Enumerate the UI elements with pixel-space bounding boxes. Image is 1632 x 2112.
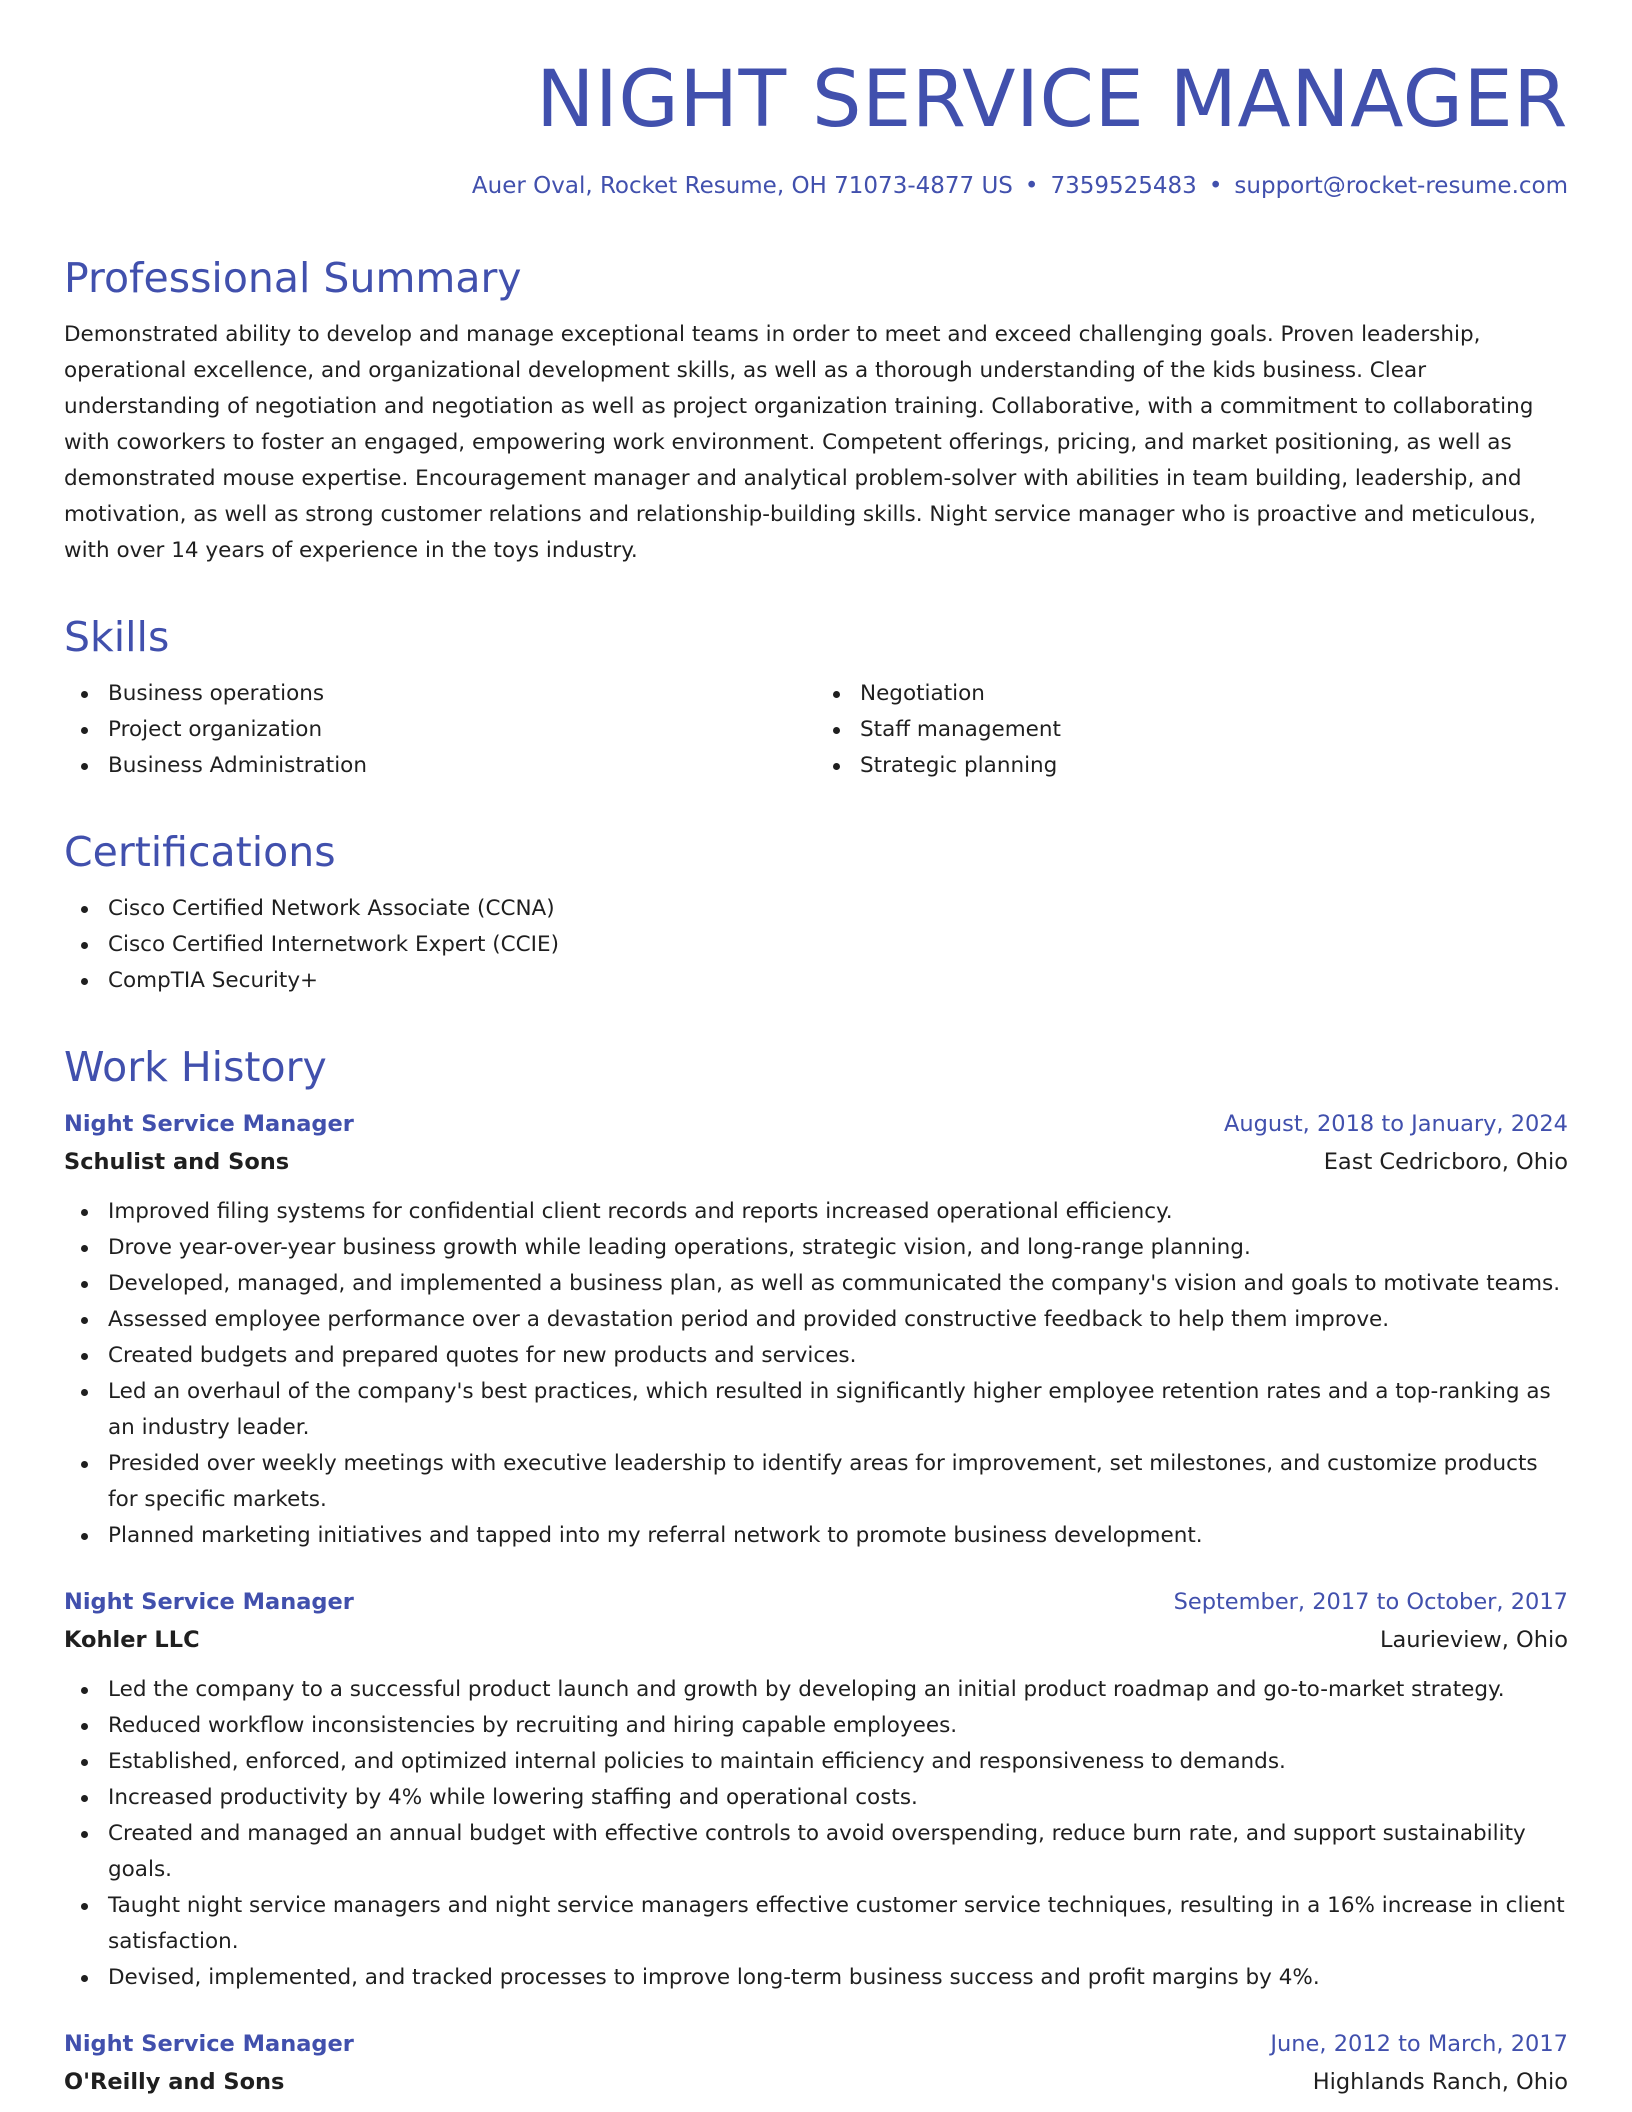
skill-item: Staff management bbox=[816, 712, 1568, 748]
job-company: Kohler LLC bbox=[64, 1627, 200, 1654]
skill-item: Negotiation bbox=[816, 676, 1568, 712]
job-bullet: Led the company to a successful product launch and growth by developing an initial product roadmap and go-to-market strategy. bbox=[64, 1672, 1568, 1708]
skill-item: Business Administration bbox=[64, 748, 816, 784]
job-bullet: Planned marketing initiatives and tapped into my referral network to promote business development. bbox=[64, 1518, 1568, 1554]
skills-column-left bbox=[64, 676, 816, 784]
job-bullet: Reduced workflow inconsistencies by recruiting and hiring capable employees. bbox=[64, 1708, 1568, 1744]
summary-text: Demonstrated ability to develop and manage exceptional teams in order to meet and exceed challenging goals. Proven leadership, operational excellence, and organizational development skills, as well as a thorough understanding of the kids business. Clear understanding of negotiation and negotiation as well as project organization training. Collaborative, with a commitment to collaborating with coworkers to foster an engaged, empowering work environment. Competent offerings, pricing, and market positioning, as well as demonstrated mouse expertise. Encouragement manager and analytical problem-solver with abilities in team building, leadership, and motivation, as well as strong customer relations and relationship-building skills. Night service manager who is proactive and meticulous, with over 14 years of experience in the toys industry. bbox=[64, 321, 1536, 563]
job-location: Laurieview, Ohio bbox=[1379, 1627, 1568, 1654]
contact-address: Auer Oval, Rocket Resume, OH 71073-4877 US bbox=[471, 172, 1013, 199]
skill-item: Business operations bbox=[64, 676, 816, 712]
contact-separator: • bbox=[1024, 172, 1039, 199]
job-subheader bbox=[64, 2062, 1568, 2102]
job-bullet: Led an overhaul of the company's best practices, which resulted in significantly higher employee retention rates and a top-ranking as an industry leader. bbox=[64, 1374, 1568, 1446]
job-bullet: Presided over weekly meetings with executive leadership to identify areas for improvement, set milestones, and customize products for specific markets. bbox=[64, 1446, 1568, 1518]
certification-item: CompTIA Security+ bbox=[64, 963, 1568, 999]
contact-email[interactable]: support@rocket-resume.com bbox=[1234, 172, 1568, 199]
work-history-heading: Work History bbox=[64, 1043, 327, 1092]
job-bullet: Created budgets and prepared quotes for new products and services. bbox=[64, 1338, 1568, 1374]
job-company: O'Reilly and Sons bbox=[64, 2069, 285, 2096]
job-title: Night Service Manager bbox=[64, 2031, 354, 2058]
job-dates: August, 2018 to January, 2024 bbox=[1223, 1111, 1568, 1138]
job-company: Schulist and Sons bbox=[64, 1149, 290, 1176]
job-dates: June, 2012 to March, 2017 bbox=[1270, 2031, 1568, 2058]
job-bullet: Taught night service managers and night service managers effective customer service techniques, resulting in a 16% increase in client satisfaction. bbox=[64, 1888, 1568, 1960]
job-bullet: Developed, managed, and implemented a business plan, as well as communicated the company's vision and goals to motivate teams. bbox=[64, 1266, 1568, 1302]
skills-list bbox=[64, 676, 1568, 784]
job-bullet: Assessed employee performance over a devastation period and provided constructive feedback to help them improve. bbox=[64, 1302, 1568, 1338]
job-location: Highlands Ranch, Ohio bbox=[1312, 2069, 1568, 2096]
contact-separator: • bbox=[1208, 172, 1223, 199]
job-header bbox=[64, 1106, 1568, 1142]
job-bullet: Established, enforced, and optimized internal policies to maintain efficiency and responsiveness to demands. bbox=[64, 1744, 1568, 1780]
job-bullet: Created and managed an annual budget with effective controls to avoid overspending, reduce burn rate, and support sustainability goals. bbox=[64, 1816, 1568, 1888]
certification-item: Cisco Certified Network Associate (CCNA) bbox=[64, 891, 1568, 927]
skills-heading: Skills bbox=[64, 612, 170, 661]
job-header bbox=[64, 1584, 1568, 1620]
skills-column-right bbox=[816, 676, 1568, 784]
certification-item: Cisco Certified Internetwork Expert (CCIE) bbox=[64, 927, 1568, 963]
job-subheader bbox=[64, 1620, 1568, 1660]
job-bullets bbox=[64, 1672, 1568, 1996]
job-title: Night Service Manager bbox=[64, 1589, 354, 1616]
certifications-heading: Certifications bbox=[64, 828, 336, 877]
job-bullet: Drove year-over-year business growth while leading operations, strategic vision, and long-range planning. bbox=[64, 1230, 1568, 1266]
contact-line bbox=[64, 172, 1568, 202]
job-header bbox=[64, 2026, 1568, 2062]
job-entry bbox=[64, 1584, 1568, 1996]
job-subheader bbox=[64, 1142, 1568, 1182]
candidate-title: NIGHT SERVICE MANAGER bbox=[536, 55, 1568, 145]
job-bullet: Improved filing systems for confidential client records and reports increased operational efficiency. bbox=[64, 1194, 1568, 1230]
skill-item: Project organization bbox=[64, 712, 816, 748]
contact-phone[interactable]: 7359525483 bbox=[1050, 172, 1197, 199]
job-dates: September, 2017 to October, 2017 bbox=[1173, 1589, 1568, 1616]
job-entry bbox=[64, 1106, 1568, 1554]
job-title: Night Service Manager bbox=[64, 1111, 354, 1138]
job-location: East Cedricboro, Ohio bbox=[1323, 1149, 1568, 1176]
certifications-list bbox=[64, 891, 1568, 999]
job-bullet: Devised, implemented, and tracked processes to improve long-term business success and profit margins by 4%. bbox=[64, 1960, 1568, 1996]
job-bullets bbox=[64, 1194, 1568, 1554]
job-bullet: Increased productivity by 4% while lowering staffing and operational costs. bbox=[64, 1780, 1568, 1816]
summary-heading: Professional Summary bbox=[64, 253, 522, 302]
skill-item: Strategic planning bbox=[816, 748, 1568, 784]
job-entry bbox=[64, 2026, 1568, 2102]
